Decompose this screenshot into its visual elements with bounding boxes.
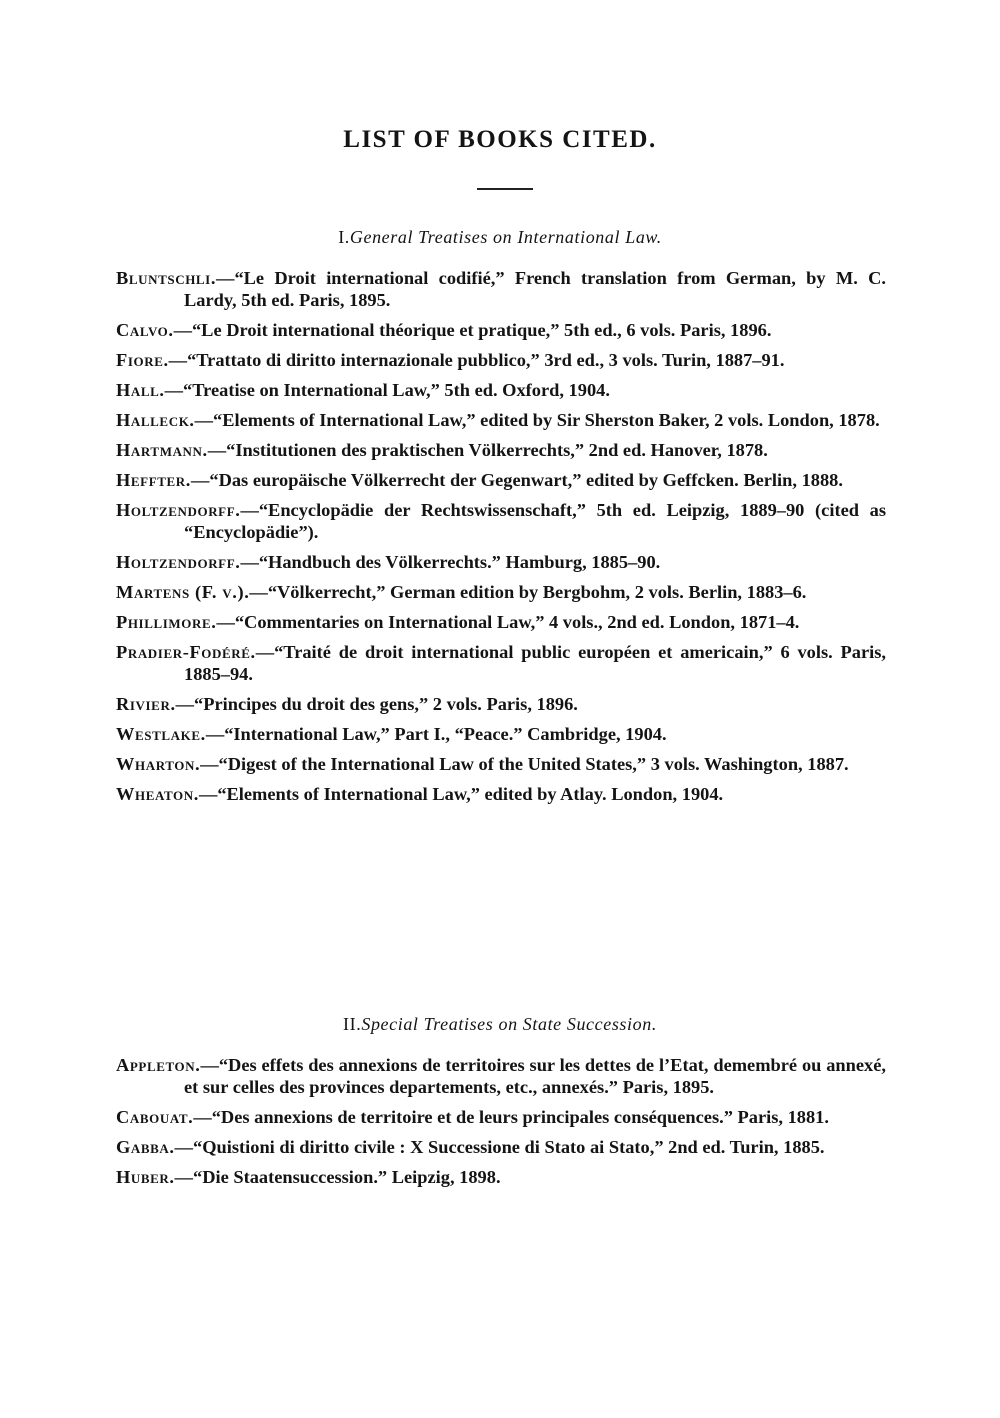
entry-citation: —“Völkerrecht,” German edition by Bergbohm, 2 vols. Berlin, 1883–6. — [249, 582, 807, 602]
entry-citation: —“Le Droit international théorique et pratique,” 5th ed., 6 vols. Paris, 1896. — [173, 320, 772, 340]
bibliography-entry — [116, 693, 886, 715]
entry-author: Heffter. — [116, 470, 191, 490]
section-number: II. — [343, 1014, 362, 1034]
bibliography-entry — [116, 783, 886, 805]
entry-author: Pradier-Fodéré. — [116, 642, 256, 662]
entry-author: Holtzendorff. — [116, 552, 241, 572]
entry-citation: —“Trattato di diritto internazionale pubblico,” 3rd ed., 3 vols. Turin, 1887–91. — [168, 350, 785, 370]
bibliography-entry — [116, 723, 886, 745]
entry-author: Rivier. — [116, 694, 176, 714]
entry-citation: —“Encyclopädie der Rechtswissenschaft,” 5th ed. Leipzig, 1889–90 (cited as “Encyclopädie”). — [184, 500, 886, 542]
entry-author: Fiore. — [116, 350, 169, 370]
bibliography-list-general — [116, 267, 886, 813]
entry-citation: —“Quistioni di diritto civile : X Successione di Stato ai Stato,” 2nd ed. Turin, 1885. — [174, 1137, 825, 1157]
entry-author: Calvo. — [116, 320, 174, 340]
entry-author: Phillimore. — [116, 612, 217, 632]
entry-citation: —“Principes du droit des gens,” 2 vols. Paris, 1896. — [175, 694, 578, 714]
section-number: I. — [338, 227, 350, 247]
entry-author: Hall. — [116, 380, 165, 400]
entry-author: Bluntschli. — [116, 268, 217, 288]
entry-citation: —“Le Droit international codifié,” French translation from German, by M. C. Lardy, 5th ed. Paris, 1895. — [184, 268, 886, 310]
entry-citation: —“Des annexions de territoire et de leurs principales conséquences.” Paris, 1881. — [193, 1107, 829, 1127]
section-heading-special — [0, 1014, 1000, 1035]
entry-author: Halleck. — [116, 410, 195, 430]
entry-author: Martens (F. v.). — [116, 582, 250, 602]
entry-citation: —“Commentaries on International Law,” 4 vols., 2nd ed. London, 1871–4. — [216, 612, 800, 632]
bibliography-entry — [116, 1106, 886, 1128]
page-title: LIST OF BOOKS CITED. — [343, 126, 657, 153]
bibliography-entry — [116, 469, 886, 491]
bibliography-entry — [116, 1166, 886, 1188]
entry-author: Hartmann. — [116, 440, 208, 460]
entry-citation: —“International Law,” Part I., “Peace.” Cambridge, 1904. — [205, 724, 667, 744]
bibliography-entry — [116, 349, 886, 371]
bibliography-entry — [116, 753, 886, 775]
entry-citation: —“Treatise on International Law,” 5th ed. Oxford, 1904. — [164, 380, 610, 400]
entry-citation: —“Elements of International Law,” edited by Sir Sherston Baker, 2 vols. London, 1878. — [194, 410, 880, 430]
bibliography-entry — [116, 499, 886, 543]
bibliography-list-special — [116, 1054, 886, 1196]
section-title: General Treatises on International Law. — [349, 227, 662, 247]
bibliography-entry — [116, 439, 886, 461]
bibliography-entry — [116, 641, 886, 685]
bibliography-entry — [116, 1136, 886, 1158]
entry-citation: —“Institutionen des praktischen Völkerrechts,” 2nd ed. Hanover, 1878. — [207, 440, 768, 460]
entry-citation: —“Die Staatensuccession.” Leipzig, 1898. — [174, 1167, 501, 1187]
entry-citation: —“Das europäische Völkerrecht der Gegenwart,” edited by Geffcken. Berlin, 1888. — [191, 470, 843, 490]
section-title: Special Treatises on State Succession. — [361, 1014, 657, 1034]
entry-citation: —“Elements of International Law,” edited by Atlay. London, 1904. — [198, 784, 724, 804]
bibliography-entry — [116, 267, 886, 311]
entry-author: Appleton. — [116, 1055, 201, 1075]
entry-author: Wheaton. — [116, 784, 199, 804]
entry-author: Wharton. — [116, 754, 201, 774]
section-heading-general — [0, 227, 1000, 248]
entry-citation: —“Handbuch des Völkerrechts.” Hamburg, 1885–90. — [240, 552, 661, 572]
bibliography-entry — [116, 551, 886, 573]
entry-author: Gabba. — [116, 1137, 175, 1157]
entry-author: Westlake. — [116, 724, 206, 744]
entry-citation: —“Des effets des annexions de territoires sur les dettes de l’Etat, demembré ou annexé, et sur celles des provinces departements, etc., annexés.” Paris, 1895. — [184, 1055, 886, 1097]
bibliography-entry — [116, 379, 886, 401]
bibliography-entry — [116, 611, 886, 633]
entry-author: Holtzendorff. — [116, 500, 241, 520]
bibliography-entry — [116, 1054, 886, 1098]
entry-author: Cabouat. — [116, 1107, 194, 1127]
bibliography-entry — [116, 581, 886, 603]
entry-citation: —“Digest of the International Law of the United States,” 3 vols. Washington, 1887. — [200, 754, 849, 774]
entry-citation: —“Traité de droit international public européen et americain,” 6 vols. Paris, 1885–94. — [184, 642, 886, 684]
entry-author: Huber. — [116, 1167, 175, 1187]
title-divider — [477, 188, 533, 190]
bibliography-entry — [116, 409, 886, 431]
bibliography-entry — [116, 319, 886, 341]
